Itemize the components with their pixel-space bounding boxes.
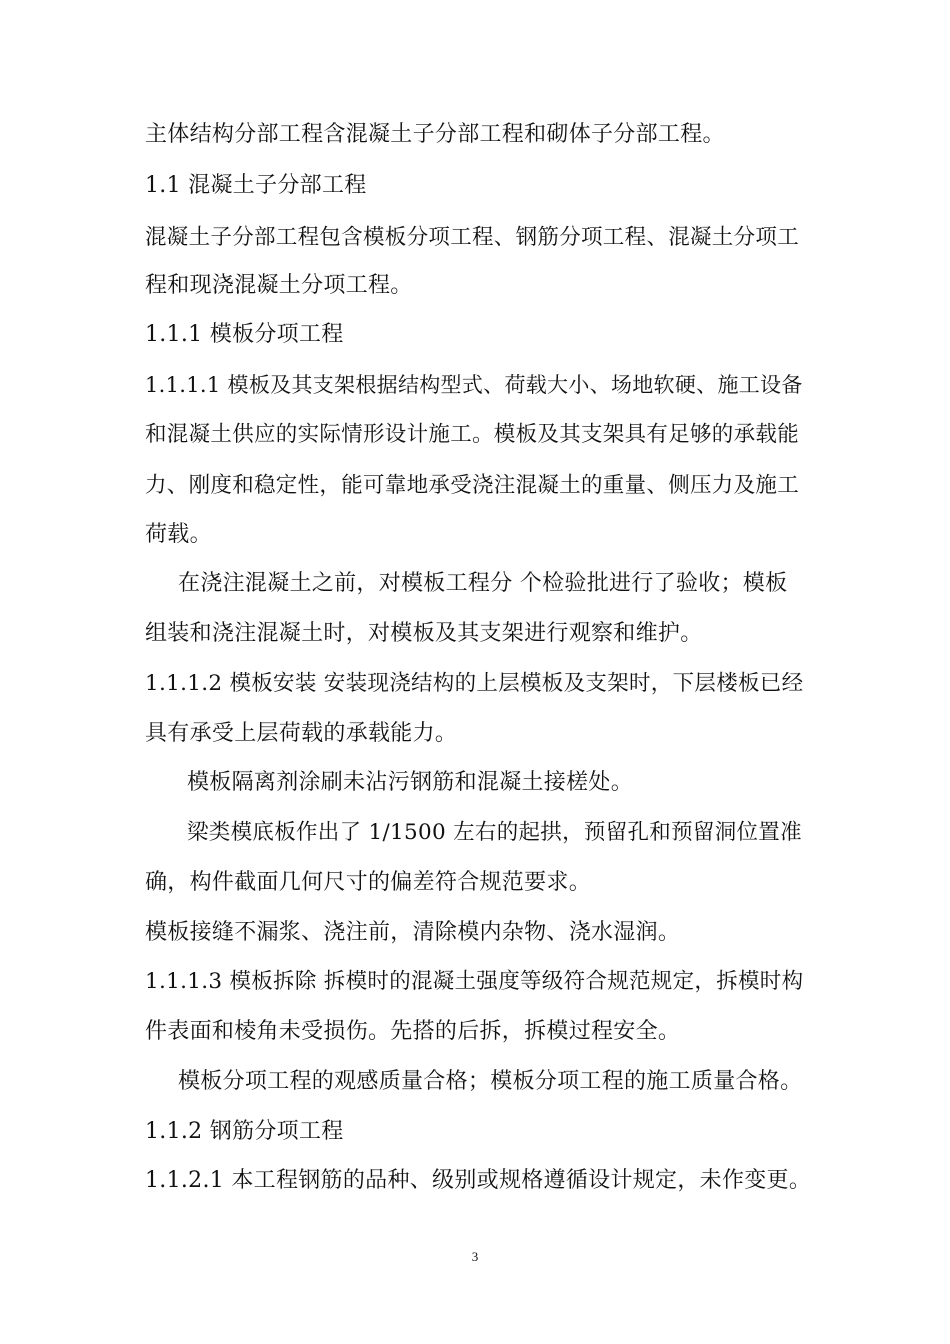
paragraph-line: 模板隔离剂涂刷未沾污钢筋和混凝土接槎处。 [187, 770, 634, 795]
paragraph-line: 力、刚度和稳定性，能可靠地承受浇注混凝土的重量、侧压力及施工 [145, 473, 800, 498]
paragraph-line: 具有承受上层荷载的承载能力。 [145, 721, 458, 746]
paragraph-line: 件表面和棱角未受损伤。先搭的后拆，拆模过程安全。 [145, 1019, 681, 1044]
paragraph-line: 1.1.2.1 本工程钢筋的品种、级别或规格遵循设计规定，未作变更。 [145, 1168, 812, 1193]
paragraph-line: 1.1.1.2 模板安装 安装现浇结构的上层模板及支架时，下层楼板已经 [145, 671, 804, 696]
paragraph-line: 主体结构分部工程含混凝土子分部工程和砌体子分部工程。 [145, 122, 725, 147]
paragraph-line: 组装和浇注混凝土时，对模板及其支架进行观察和维护。 [145, 621, 703, 646]
paragraph-line: 在浇注混凝土之前，对模板工程分 个检验批进行了验收；模板 [178, 571, 788, 596]
paragraph-line: 1.1.1.1 模板及其支架根据结构型式、荷载大小、场地软硬、施工设备 [145, 373, 803, 397]
paragraph-line: 程和现浇混凝土分项工程。 [145, 273, 413, 298]
paragraph-line: 确，构件截面几何尺寸的偏差符合规范要求。 [145, 870, 592, 895]
page-number: 3 [471, 1249, 479, 1264]
paragraph-line: 和混凝土供应的实际情形设计施工。模板及其支架具有足够的承载能 [145, 422, 800, 447]
section-heading: 1.1 混凝土子分部工程 [145, 173, 367, 198]
paragraph-line: 梁类模底板作出了 1/1500 左右的起拱，预留孔和预留洞位置准 [187, 820, 802, 845]
paragraph-line: 1.1.1.3 模板拆除 拆模时的混凝土强度等级符合规范规定，拆模时构 [145, 969, 804, 994]
paragraph-line: 模板分项工程的观感质量合格；模板分项工程的施工质量合格。 [178, 1069, 803, 1094]
paragraph-line: 模板接缝不漏浆、浇注前，清除模内杂物、浇水湿润。 [145, 920, 681, 945]
section-heading: 1.1.1 模板分项工程 [145, 322, 344, 347]
paragraph-line: 混凝土子分部工程包含模板分项工程、钢筋分项工程、混凝土分项工 [145, 225, 800, 250]
section-heading: 1.1.2 钢筋分项工程 [145, 1119, 344, 1144]
paragraph-line: 荷载。 [145, 522, 212, 547]
